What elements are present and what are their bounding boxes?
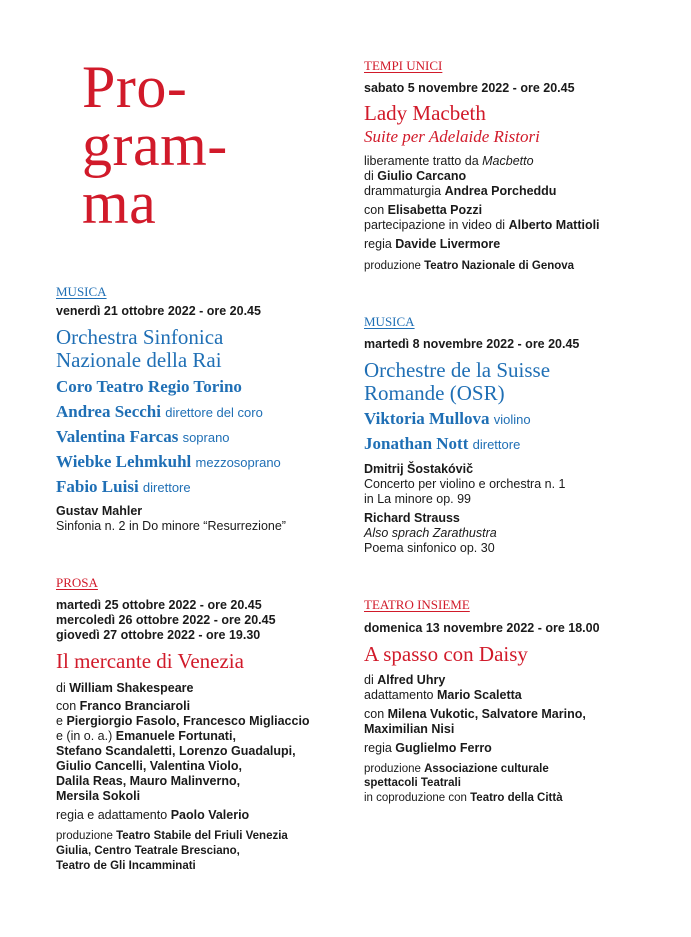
credit-line: regia Guglielmo Ferro <box>364 741 492 755</box>
cast-line: e (in o. a.) Emanuele Fortunati, <box>56 729 236 743</box>
production-line: produzione Teatro Nazionale di Genova <box>364 260 575 272</box>
title-line-1: Pro- <box>82 54 188 120</box>
production-line: produzione Associazione culturale <box>364 763 549 775</box>
event-date: sabato 5 novembre 2022 - ore 20.45 <box>364 81 575 95</box>
cast-line: con Franco Branciaroli <box>56 699 191 713</box>
work: Poema sinfonico op. 30 <box>364 541 495 555</box>
event-title-line-2: Romande (OSR) <box>364 381 505 405</box>
performer: Coro Teatro Regio Torino <box>56 377 242 396</box>
event-subtitle: Suite per Adelaide Ristori <box>364 127 540 146</box>
event-date: mercoledì 26 ottobre 2022 - ore 20.45 <box>56 613 276 627</box>
credit-line: di Giulio Carcano <box>364 169 467 183</box>
cast-line: Mersila Sokoli <box>56 789 141 803</box>
event-title: Lady Macbeth <box>364 101 486 125</box>
production-line: produzione Teatro Stabile del Friuli Venezia <box>56 830 288 842</box>
credit-line: con Milena Vukotic, Salvatore Marino, <box>364 707 586 721</box>
composer: Dmitrij Šostakóvič <box>364 462 474 476</box>
section-label-prosa: PROSA <box>56 575 98 590</box>
production-line: in coproduzione con Teatro della Città <box>364 792 563 804</box>
credit-line: con Elisabetta Pozzi <box>364 203 483 217</box>
production-line: Teatro de Gli Incamminati <box>56 860 196 872</box>
section-label-musica: MUSICA <box>56 284 107 299</box>
section-label-tempi-unici: TEMPI UNICI <box>364 58 443 73</box>
event-title-line-1: Orchestra Sinfonica <box>56 325 224 349</box>
credit-line: liberamente tratto da Macbetto <box>364 154 534 168</box>
composer: Gustav Mahler <box>56 504 143 518</box>
credit-line: drammaturgia Andrea Porcheddu <box>364 184 557 198</box>
cast-line: Giulio Cancelli, Valentina Violo, <box>56 759 242 773</box>
event-date: venerdì 21 ottobre 2022 - ore 20.45 <box>56 304 261 318</box>
event-title: Il mercante di Venezia <box>56 649 244 673</box>
work: in La minore op. 99 <box>364 492 472 506</box>
event-date: giovedì 27 ottobre 2022 - ore 19.30 <box>56 628 261 642</box>
credit-line: adattamento Mario Scaletta <box>364 688 522 702</box>
credit-line: Maximilian Nisi <box>364 722 455 736</box>
performer: Wiebke Lehmkuhl mezzosoprano <box>56 452 281 471</box>
regia-line: regia e adattamento Paolo Valerio <box>56 808 250 822</box>
credit-line: partecipazione in video di Alberto Mattioli <box>364 218 600 232</box>
event-title: A spasso con Daisy <box>364 642 528 666</box>
cast-line: Stefano Scandaletti, Lorenzo Guadalupi, <box>56 744 296 758</box>
title-line-2: gram- <box>82 112 228 178</box>
performer: Fabio Luisi direttore <box>56 477 191 496</box>
event-date: martedì 8 novembre 2022 - ore 20.45 <box>364 337 580 351</box>
production-line: Giulia, Centro Teatrale Bresciano, <box>56 845 240 857</box>
section-label-musica: MUSICA <box>364 314 415 329</box>
event-date: martedì 25 ottobre 2022 - ore 20.45 <box>56 598 262 612</box>
production-line: spettacoli Teatrali <box>364 777 461 789</box>
page-title <box>82 54 228 236</box>
author-line: di William Shakespeare <box>56 681 194 695</box>
work: Sinfonia n. 2 in Do minore “Resurrezione” <box>56 519 286 533</box>
event-title-line-1: Orchestre de la Suisse <box>364 358 551 382</box>
credit-line: regia Davide Livermore <box>364 237 501 251</box>
performer: Jonathan Nott direttore <box>364 434 521 453</box>
performer: Viktoria Mullova violino <box>364 409 531 428</box>
credit-line: di Alfred Uhry <box>364 673 446 687</box>
event-date: domenica 13 novembre 2022 - ore 18.00 <box>364 621 600 635</box>
composer: Richard Strauss <box>364 511 460 525</box>
section-label-teatro-insieme: TEATRO INSIEME <box>364 597 470 612</box>
performer: Andrea Secchi direttore del coro <box>56 402 263 421</box>
performer: Valentina Farcas soprano <box>56 427 230 446</box>
cast-line: Dalila Reas, Mauro Malinverno, <box>56 774 241 788</box>
event-title-line-2: Nazionale della Rai <box>56 348 222 372</box>
cast-line: e Piergiorgio Fasolo, Francesco Migliaccio <box>56 714 310 728</box>
work: Concerto per violino e orchestra n. 1 <box>364 477 566 491</box>
title-line-3: ma <box>82 170 157 236</box>
work: Also sprach Zarathustra <box>364 526 497 540</box>
